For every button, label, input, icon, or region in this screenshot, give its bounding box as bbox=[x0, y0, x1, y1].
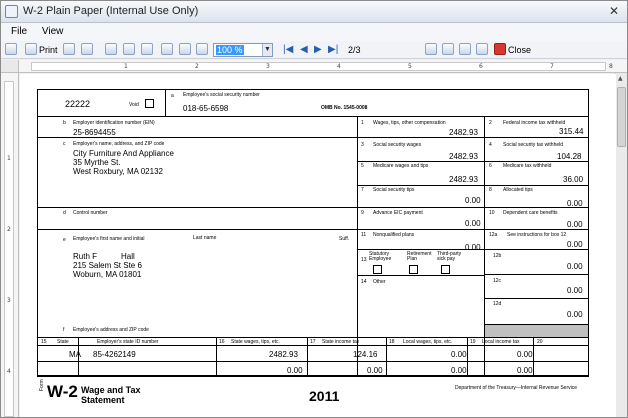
print-button[interactable]: Print bbox=[39, 45, 58, 55]
state-wages-header: State wages, tips, etc. bbox=[231, 339, 280, 345]
box-a-title: Employee's social security number bbox=[183, 92, 260, 98]
statement-title: Statement bbox=[81, 395, 125, 405]
box-11-title: Nonqualified plans bbox=[373, 232, 415, 238]
rule bbox=[37, 89, 38, 375]
employer-name: City Furniture And Appliance bbox=[73, 149, 174, 158]
box-17-num: 17 bbox=[310, 339, 316, 345]
box-12a-value: 0.00 bbox=[567, 240, 583, 249]
box-12a-title: See instructions for box 12 bbox=[507, 232, 567, 238]
box-e-title: Employee's first name and initial bbox=[73, 236, 145, 242]
third-party-sick-pay-label: Third-party sick pay bbox=[437, 251, 462, 262]
box-5-title: Medicare wages and tips bbox=[373, 163, 429, 169]
rule bbox=[37, 361, 589, 362]
box-1-num: 1 bbox=[361, 120, 364, 126]
first-page-icon[interactable]: |◀ bbox=[283, 44, 294, 55]
find-icon[interactable] bbox=[105, 43, 117, 55]
box-12c-value: 0.00 bbox=[567, 286, 583, 295]
box-6-value: 36.00 bbox=[563, 175, 584, 184]
box-f-title: Employee's address and ZIP code bbox=[73, 327, 149, 333]
employee-first-name: Ruth F bbox=[73, 252, 98, 261]
previous-page-icon[interactable]: ◀ bbox=[300, 44, 308, 55]
tax-year: 2011 bbox=[309, 388, 340, 404]
ruler-mark: 8 bbox=[609, 63, 613, 70]
omb-number: OMB No. 1545-0008 bbox=[321, 105, 368, 111]
box-12c-label: 12c bbox=[493, 278, 502, 284]
toolbar bbox=[1, 41, 627, 59]
zoom-select[interactable] bbox=[213, 43, 273, 57]
vertical-scrollbar[interactable] bbox=[615, 73, 627, 418]
box-7-num: 7 bbox=[361, 187, 364, 193]
box-12b-label: 12b bbox=[493, 253, 502, 259]
ruler-mark: 4 bbox=[337, 63, 341, 70]
rule bbox=[357, 275, 484, 276]
box-9-title: Advance EIC payment bbox=[373, 210, 423, 216]
rule bbox=[357, 207, 589, 208]
copy-icon[interactable] bbox=[81, 43, 93, 55]
retirement-plan-checkbox[interactable] bbox=[409, 265, 418, 274]
state-wages-value: 2482.93 bbox=[269, 350, 298, 359]
employee-city: Woburn, MA 01801 bbox=[73, 270, 142, 279]
state-id-value: 85-4262149 bbox=[93, 350, 136, 359]
window-title: W-2 Plain Paper (Internal Use Only) bbox=[23, 5, 199, 17]
window-close-button[interactable]: ✕ bbox=[608, 4, 620, 18]
box-f-label: f bbox=[63, 327, 65, 333]
suffix-label: Suff. bbox=[339, 236, 350, 242]
local-wages-value-2: 0.00 bbox=[451, 366, 467, 375]
box-4-value: 104.28 bbox=[557, 152, 582, 161]
employer-street: 35 Myrthe St. bbox=[73, 158, 121, 167]
last-page-icon[interactable]: ▶| bbox=[328, 44, 339, 55]
box-10-value: 0.00 bbox=[567, 220, 583, 229]
local-tax-value: 0.00 bbox=[517, 350, 533, 359]
scroll-thumb[interactable] bbox=[617, 87, 626, 147]
close-button[interactable]: Close bbox=[508, 45, 532, 55]
scroll-up-icon[interactable]: ▲ bbox=[618, 75, 623, 82]
irs-department: Department of the Treasury—Internal Revenue Service bbox=[455, 385, 578, 391]
box-8-value: 0.00 bbox=[567, 199, 583, 208]
void-checkbox[interactable] bbox=[145, 99, 154, 108]
page-width-icon[interactable] bbox=[161, 43, 173, 55]
box-2-title: Federal income tax withheld bbox=[503, 120, 566, 126]
employer-ein: 25-8694455 bbox=[73, 128, 116, 137]
box-10-title: Dependent care benefits bbox=[503, 210, 558, 216]
horizontal-ruler bbox=[19, 60, 627, 73]
box-10-num: 10 bbox=[489, 210, 495, 216]
ruler-mark: 3 bbox=[7, 297, 11, 304]
form-word: Form bbox=[39, 379, 45, 391]
box-9-num: 9 bbox=[361, 210, 364, 216]
box-6-num: 6 bbox=[489, 163, 492, 169]
void-label: Void bbox=[129, 102, 139, 108]
box-9-value: 0.00 bbox=[465, 219, 481, 228]
local-tax-value-2: 0.00 bbox=[517, 366, 533, 375]
rule bbox=[216, 337, 217, 375]
statutory-employee-checkbox[interactable] bbox=[373, 265, 382, 274]
quick-print-icon[interactable] bbox=[63, 43, 75, 55]
title-bar bbox=[1, 1, 627, 23]
rule bbox=[165, 89, 166, 116]
vertical-ruler bbox=[1, 73, 19, 418]
state-id-header: Employer's state ID number bbox=[97, 339, 159, 345]
w2-form bbox=[37, 89, 589, 414]
rule bbox=[484, 274, 589, 275]
box-7-value: 0.00 bbox=[465, 196, 481, 205]
rule bbox=[484, 249, 589, 250]
chevron-down-icon[interactable]: ▼ bbox=[262, 44, 272, 56]
rule bbox=[357, 185, 589, 186]
employee-ssn: 018-65-6598 bbox=[183, 104, 229, 113]
state-wages-value-2: 0.00 bbox=[287, 366, 303, 375]
box-b-title: Employer identification number (EIN) bbox=[73, 120, 155, 126]
box-8-num: 8 bbox=[489, 187, 492, 193]
zoom-value: 100 % bbox=[217, 45, 243, 55]
box-2-num: 2 bbox=[489, 120, 492, 126]
state-code: MA bbox=[69, 350, 81, 359]
ruler-mark: 1 bbox=[7, 155, 11, 162]
page-indicator: 2/3 bbox=[348, 45, 361, 55]
wage-tax-title: Wage and Tax bbox=[81, 385, 141, 395]
rule bbox=[467, 337, 468, 375]
w2-title: W-2 bbox=[47, 382, 78, 401]
multi-page-icon[interactable] bbox=[141, 43, 153, 55]
rule bbox=[37, 116, 589, 117]
ruler-corner bbox=[1, 60, 19, 73]
ruler-mark: 1 bbox=[124, 63, 128, 70]
box-12d-value: 0.00 bbox=[567, 310, 583, 319]
zoom-out-icon[interactable] bbox=[179, 43, 191, 55]
rule bbox=[37, 345, 589, 346]
sidebar-toggle-icon[interactable] bbox=[5, 43, 17, 55]
rule bbox=[37, 137, 357, 138]
local-wages-value: 0.00 bbox=[451, 350, 467, 359]
next-page-icon[interactable]: ▶ bbox=[314, 44, 322, 55]
rule bbox=[386, 337, 387, 375]
box-4-title: Social security tax withheld bbox=[503, 142, 564, 148]
box-12d-label: 12d bbox=[493, 301, 502, 307]
box-4-num: 4 bbox=[489, 142, 492, 148]
box-a-label: a bbox=[171, 93, 174, 99]
ruler-mark: 7 bbox=[550, 63, 554, 70]
box-1-value: 2482.93 bbox=[449, 128, 478, 137]
menu-bar bbox=[1, 23, 627, 41]
box-8-title: Allocated tips bbox=[503, 187, 533, 193]
rule bbox=[37, 337, 589, 338]
menu-file[interactable]: File bbox=[11, 26, 28, 37]
single-page-icon[interactable] bbox=[123, 43, 135, 55]
box-13-num: 13 bbox=[361, 257, 367, 263]
rule bbox=[484, 298, 589, 299]
retirement-plan-label: Retirement Plan bbox=[407, 251, 432, 262]
form-code: 22222 bbox=[65, 99, 91, 109]
state-tax-value-2: 0.00 bbox=[367, 366, 383, 375]
box-1-title: Wages, tips, other compensation bbox=[373, 120, 446, 126]
box-3-value: 2482.93 bbox=[449, 152, 478, 161]
rule bbox=[533, 337, 534, 375]
ruler-mark: 5 bbox=[408, 63, 412, 70]
ruler-track bbox=[4, 81, 14, 417]
box-19-num: 19 bbox=[470, 339, 476, 345]
box-2-value: 315.44 bbox=[559, 127, 584, 136]
rule bbox=[588, 89, 589, 375]
rule bbox=[484, 116, 485, 286]
statutory-employee-label: Statutory Employee bbox=[369, 251, 392, 262]
shaded-cell bbox=[485, 325, 588, 337]
ruler-mark: 2 bbox=[195, 63, 199, 70]
last-name-label: Last name bbox=[193, 235, 217, 241]
ruler-track bbox=[31, 62, 606, 71]
export-word-icon[interactable] bbox=[476, 43, 488, 55]
box-14-title: Other bbox=[373, 279, 386, 285]
box-15-num: 15 bbox=[41, 339, 47, 345]
rule bbox=[307, 337, 308, 375]
menu-view[interactable]: View bbox=[41, 26, 64, 37]
employer-city: West Roxbury, MA 02132 bbox=[73, 167, 163, 176]
rule bbox=[37, 229, 589, 230]
ruler-mark: 4 bbox=[7, 368, 11, 375]
box-d-title: Control number bbox=[73, 210, 108, 216]
rule bbox=[357, 137, 589, 138]
box-12b-value: 0.00 bbox=[567, 262, 583, 271]
export-pdf-icon[interactable] bbox=[459, 43, 471, 55]
box-18-num: 18 bbox=[389, 339, 395, 345]
rule bbox=[37, 207, 357, 208]
printer-icon[interactable] bbox=[25, 43, 37, 55]
rule bbox=[37, 375, 589, 377]
box-e-label: e bbox=[63, 237, 66, 243]
box-20-num: 20 bbox=[537, 339, 543, 345]
box-7-title: Social security tips bbox=[373, 187, 415, 193]
export-excel-icon[interactable] bbox=[442, 43, 454, 55]
box-14-num: 14 bbox=[361, 279, 367, 285]
box-11-num: 11 bbox=[361, 232, 367, 238]
box-12a-label: 12a bbox=[489, 232, 498, 238]
state-tax-value: 124.16 bbox=[353, 350, 378, 359]
box-16-num: 16 bbox=[219, 339, 225, 345]
export-icon[interactable] bbox=[425, 43, 437, 55]
ruler-mark: 6 bbox=[479, 63, 483, 70]
box-3-num: 3 bbox=[361, 142, 364, 148]
box-5-num: 5 bbox=[361, 163, 364, 169]
state-tax-header: State income tax bbox=[322, 339, 360, 345]
third-party-sick-pay-checkbox[interactable] bbox=[441, 265, 450, 274]
box-b-label: b bbox=[63, 120, 66, 126]
rule bbox=[357, 161, 589, 162]
employee-street: 215 Salem St Ste 6 bbox=[73, 261, 142, 270]
rule bbox=[37, 89, 589, 90]
local-wages-header: Local wages, tips, etc. bbox=[403, 339, 453, 345]
box-d-label: d bbox=[63, 210, 66, 216]
box-6-title: Medicare tax withheld bbox=[503, 163, 552, 169]
app-icon bbox=[5, 5, 18, 18]
zoom-in-icon[interactable] bbox=[196, 43, 208, 55]
ruler-mark: 3 bbox=[266, 63, 270, 70]
box-c-title: Employer's name, address, and ZIP code bbox=[73, 141, 165, 147]
employee-last-name: Hall bbox=[121, 252, 135, 261]
state-header: State bbox=[57, 339, 69, 345]
ruler-mark: 2 bbox=[7, 226, 11, 233]
close-icon[interactable] bbox=[494, 43, 506, 55]
local-tax-header: Local income tax bbox=[482, 339, 520, 345]
box-11-value: 0.00 bbox=[465, 243, 481, 252]
box-5-value: 2482.93 bbox=[449, 175, 478, 184]
box-c-label: c bbox=[63, 141, 66, 147]
box-3-title: Social security wages bbox=[373, 142, 422, 148]
